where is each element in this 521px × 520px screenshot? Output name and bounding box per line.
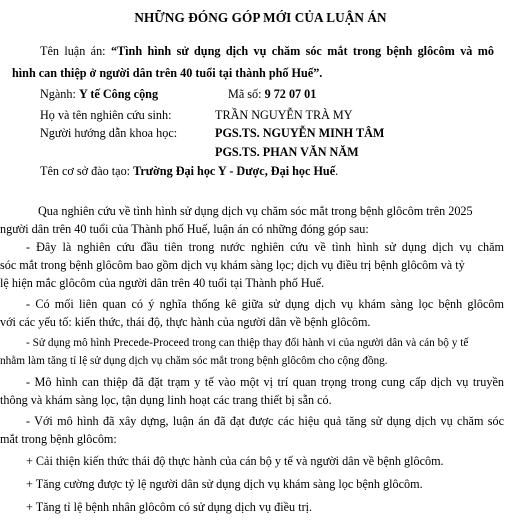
institution-line <box>40 164 338 179</box>
thesis-title-text-1: “Tình hình sử dụng dịch vụ chăm sóc mắt trong bệnh glôcôm và mô <box>110 44 494 58</box>
intro-line-1: Qua nghiên cứu về tình hình sử dụng dịch vụ chăm sóc mắt trong bệnh glôcôm trên 2025 <box>38 204 473 218</box>
contribution-5-line-2: mắt trong bệnh glôcôm: <box>0 432 117 446</box>
advisor-label: Người hướng dẫn khoa học: <box>40 126 178 140</box>
advisor-2: PGS.TS. PHAN VĂN NĂM <box>215 145 359 159</box>
result-bullet-3: + Tăng tỉ lệ bệnh nhân glôcôm có sử dụng dịch vụ điều trị. <box>26 500 313 514</box>
institution-value: Trường Đại học Y - Dược, Đại học Huế <box>133 164 336 178</box>
advisor-1: PGS.TS. NGUYỄN MINH TÂM <box>215 126 385 140</box>
institution-end: . <box>335 164 339 178</box>
major-label: Ngành: <box>40 87 79 101</box>
institution-label: Tên cơ sở đào tạo: <box>40 164 134 178</box>
code-label: Mã số: <box>228 87 265 101</box>
major-value: Y tế Công cộng <box>78 87 159 101</box>
code-line <box>228 87 316 102</box>
contribution-1-line-1: - Đây là nghiên cứu đầu tiên trong nước nghiên cứu về tình hình sử dụng dịch vụ chăm <box>26 240 504 254</box>
page-title: NHỮNG ĐÓNG GÓP MỚI CỦA LUẬN ÁN <box>134 10 387 25</box>
contribution-3-line-2: nhằm làm tăng tỉ lệ sử dụng dịch vụ chăm sóc mắt trong bệnh glôcôm cho cộng đồng. <box>0 355 388 367</box>
result-bullet-2: + Tăng cường được tỷ lệ người dân sử dụng dịch vụ khám sàng lọc bệnh glôcôm. <box>26 477 423 491</box>
student-name: TRẦN NGUYỄN TRÀ MY <box>215 108 353 122</box>
code-value: 9 72 07 01 <box>264 87 317 101</box>
contribution-1-line-2: sóc mắt trong bệnh glôcôm bao gồm dịch vụ khám sàng lọc; dịch vụ điều trị bệnh glôcôm và tỷ <box>0 258 465 272</box>
contribution-3-line-1: - Sử dụng mô hình Precede-Proceed trong can thiệp thay đổi hành vi của người dân và cán bộ y tế <box>26 337 469 349</box>
contribution-4-line-1: - Mô hình can thiệp đã đặt trạm y tế vào một vị trí quan trọng trong cung cấp dịch vụ truyền <box>26 375 504 389</box>
contribution-1-line-3: lệ hiện mắc glôcôm của người dân trên 40 tuổi tại Thành phố Huế. <box>0 276 325 290</box>
student-label: Họ và tên nghiên cứu sinh: <box>40 108 172 122</box>
contribution-5-line-1: - Với mô hình đã xây dựng, luận án đã đạt được các hiệu quả tăng sử dụng dịch vụ chăm sóc <box>26 414 504 428</box>
thesis-title-line-1 <box>40 44 494 59</box>
intro-line-2: người dân trên 40 tuổi của Thành phố Huế, luận án có những đóng góp sau: <box>0 222 369 236</box>
contribution-2-line-1: - Có mối liên quan có ý nghĩa thống kê giữa sử dụng dịch vụ khám sàng lọc bệnh glôcôm <box>26 297 504 311</box>
contribution-2-line-2: với các yếu tố: kiến thức, thái độ, thực hành của người dân về bệnh glôcôm. <box>0 315 371 329</box>
contribution-4-line-2: thông và khám sàng lọc, tận dụng linh hoạt các trang thiết bị sẵn có. <box>0 393 332 407</box>
thesis-title-label: Tên luận án: <box>40 44 111 58</box>
thesis-title-line-2: hình can thiệp ở người dân trên 40 tuổi tại thành phố Huế”. <box>12 66 323 80</box>
major-line <box>40 87 158 102</box>
result-bullet-1: + Cải thiện kiến thức thái độ thực hành của cán bộ y tế và người dân về bệnh glôcôm. <box>26 454 444 468</box>
